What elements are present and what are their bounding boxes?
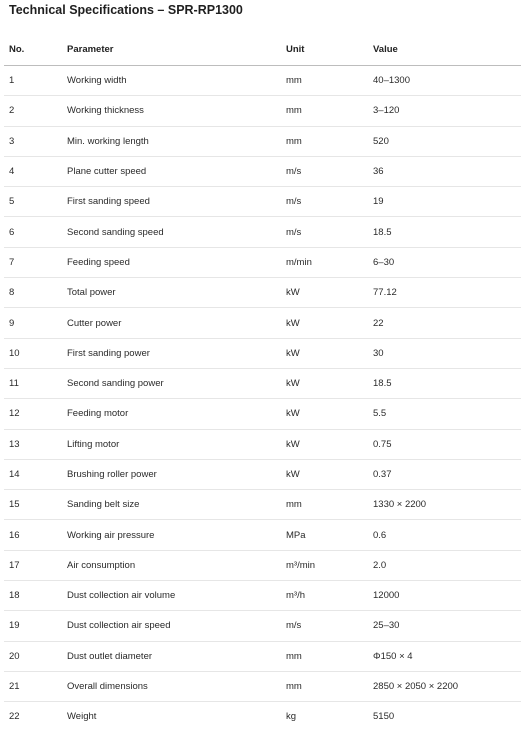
cell-parameter: First sanding power — [67, 338, 286, 368]
cell-unit: kW — [286, 399, 373, 429]
cell-parameter: Sanding belt size — [67, 490, 286, 520]
cell-unit: kg — [286, 711, 297, 723]
cell-value: 520 — [373, 126, 521, 156]
cell-no: 16 — [4, 520, 67, 550]
table-row — [4, 490, 521, 520]
cell-value: 22 — [373, 308, 521, 338]
cell-parameter: Cutter power — [67, 308, 286, 338]
cell-no: 14 — [4, 459, 67, 489]
cell-no: 21 — [4, 671, 67, 701]
column-header-parameter: Parameter — [67, 34, 286, 66]
table-row — [4, 368, 521, 398]
cell-parameter: Second sanding speed — [67, 217, 286, 247]
table-row — [4, 187, 521, 217]
table-row — [4, 338, 521, 368]
cell-unit: m/min — [286, 247, 373, 277]
cell-unit: mm — [286, 671, 373, 701]
cell-unit: m³/min — [286, 550, 373, 580]
cell-no: 4 — [4, 156, 67, 186]
cell-no: 11 — [4, 368, 67, 398]
cell-unit: MPa — [286, 520, 373, 550]
table-row — [4, 308, 521, 338]
cell-no: 5 — [4, 187, 67, 217]
cell-unit: kW — [286, 459, 373, 489]
cell-value: 25–30 — [373, 611, 521, 641]
page-title: Technical Specifications – SPR-RP1300 — [9, 3, 243, 17]
cell-parameter: Air consumption — [67, 550, 286, 580]
cell-parameter: Min. working length — [67, 126, 286, 156]
cell-no: 22 — [9, 711, 20, 723]
cell-value: 18.5 — [373, 368, 521, 398]
cell-parameter: Working thickness — [67, 96, 286, 126]
cell-no: 1 — [4, 66, 67, 96]
cell-parameter: Working air pressure — [67, 520, 286, 550]
table-row — [4, 671, 521, 701]
table-row — [4, 702, 521, 732]
cell-unit: m/s — [286, 187, 373, 217]
table-body — [4, 66, 521, 732]
cell-value: 2850 × 2050 × 2200 — [373, 671, 521, 701]
spec-table — [4, 34, 521, 732]
cell-value: 5.5 — [373, 399, 521, 429]
cell-parameter: Second sanding power — [67, 368, 286, 398]
cell-no: 12 — [4, 399, 67, 429]
cell-parameter: Overall dimensions — [67, 671, 286, 701]
cell-unit: kW — [286, 308, 373, 338]
cell-parameter: Dust collection air speed — [67, 611, 286, 641]
table-row — [4, 66, 521, 96]
cell-value: 0.6 — [373, 520, 521, 550]
cell-no: 15 — [4, 490, 67, 520]
table-row — [4, 247, 521, 277]
cell-no: 10 — [4, 338, 67, 368]
cell-parameter: Lifting motor — [67, 429, 286, 459]
cell-no: 19 — [4, 611, 67, 641]
cell-unit: m/s — [286, 217, 373, 247]
cell-parameter: Plane cutter speed — [67, 156, 286, 186]
table-row — [4, 520, 521, 550]
cell-no: 18 — [4, 581, 67, 611]
cell-value: Φ150 × 4 — [373, 641, 521, 671]
table-row — [4, 217, 521, 247]
cell-unit: m/s — [286, 156, 373, 186]
cell-value: 0.37 — [373, 459, 521, 489]
column-header-value: Value — [373, 34, 521, 66]
cell-value: 18.5 — [373, 217, 521, 247]
cell-no: 13 — [4, 429, 67, 459]
cell-unit: mm — [286, 66, 373, 96]
cell-no: 20 — [4, 641, 67, 671]
cell-value: 6–30 — [373, 247, 521, 277]
cell-parameter: Dust collection air volume — [67, 581, 286, 611]
table-header-row — [4, 34, 521, 66]
table-row — [4, 550, 521, 580]
table-row — [4, 641, 521, 671]
cell-value: 30 — [373, 338, 521, 368]
cell-parameter: Weight — [67, 711, 97, 723]
cell-unit: mm — [286, 490, 373, 520]
cell-no: 2 — [4, 96, 67, 126]
table-row — [4, 126, 521, 156]
cell-value: 77.12 — [373, 278, 521, 308]
table-row — [4, 156, 521, 186]
table-row — [4, 459, 521, 489]
cell-parameter: Dust outlet diameter — [67, 641, 286, 671]
cell-parameter: Feeding motor — [67, 399, 286, 429]
cell-unit: mm — [286, 641, 373, 671]
cell-parameter: First sanding speed — [67, 187, 286, 217]
cell-unit: mm — [286, 126, 373, 156]
cell-no: 7 — [4, 247, 67, 277]
table-row — [4, 581, 521, 611]
cell-value: 40–1300 — [373, 66, 521, 96]
cell-no: 6 — [4, 217, 67, 247]
cell-value: 2.0 — [373, 550, 521, 580]
cell-unit: kW — [286, 278, 373, 308]
cell-no: 9 — [4, 308, 67, 338]
cell-no: 3 — [4, 126, 67, 156]
cell-parameter: Working width — [67, 66, 286, 96]
column-header-unit: Unit — [286, 34, 373, 66]
cell-unit: m³/h — [286, 581, 373, 611]
cell-unit: kW — [286, 368, 373, 398]
table-row — [4, 96, 521, 126]
cell-unit: kW — [286, 338, 373, 368]
cell-value: 3–120 — [373, 96, 521, 126]
cell-unit: m/s — [286, 611, 373, 641]
column-header-no: No. — [4, 34, 67, 66]
cell-no: 8 — [4, 278, 67, 308]
cell-unit: mm — [286, 96, 373, 126]
cell-value: 36 — [373, 156, 521, 186]
cell-value: 19 — [373, 187, 521, 217]
cell-no: 17 — [4, 550, 67, 580]
table-row — [4, 399, 521, 429]
cell-value: 12000 — [373, 581, 521, 611]
cell-parameter: Total power — [67, 278, 286, 308]
cell-parameter: Feeding speed — [67, 247, 286, 277]
cell-value: 0.75 — [373, 429, 521, 459]
cell-value: 1330 × 2200 — [373, 490, 521, 520]
table-row — [4, 429, 521, 459]
cell-parameter: Brushing roller power — [67, 459, 286, 489]
table-row — [4, 278, 521, 308]
table-row — [4, 611, 521, 641]
cell-value: 5150 — [373, 711, 395, 723]
cell-unit: kW — [286, 429, 373, 459]
